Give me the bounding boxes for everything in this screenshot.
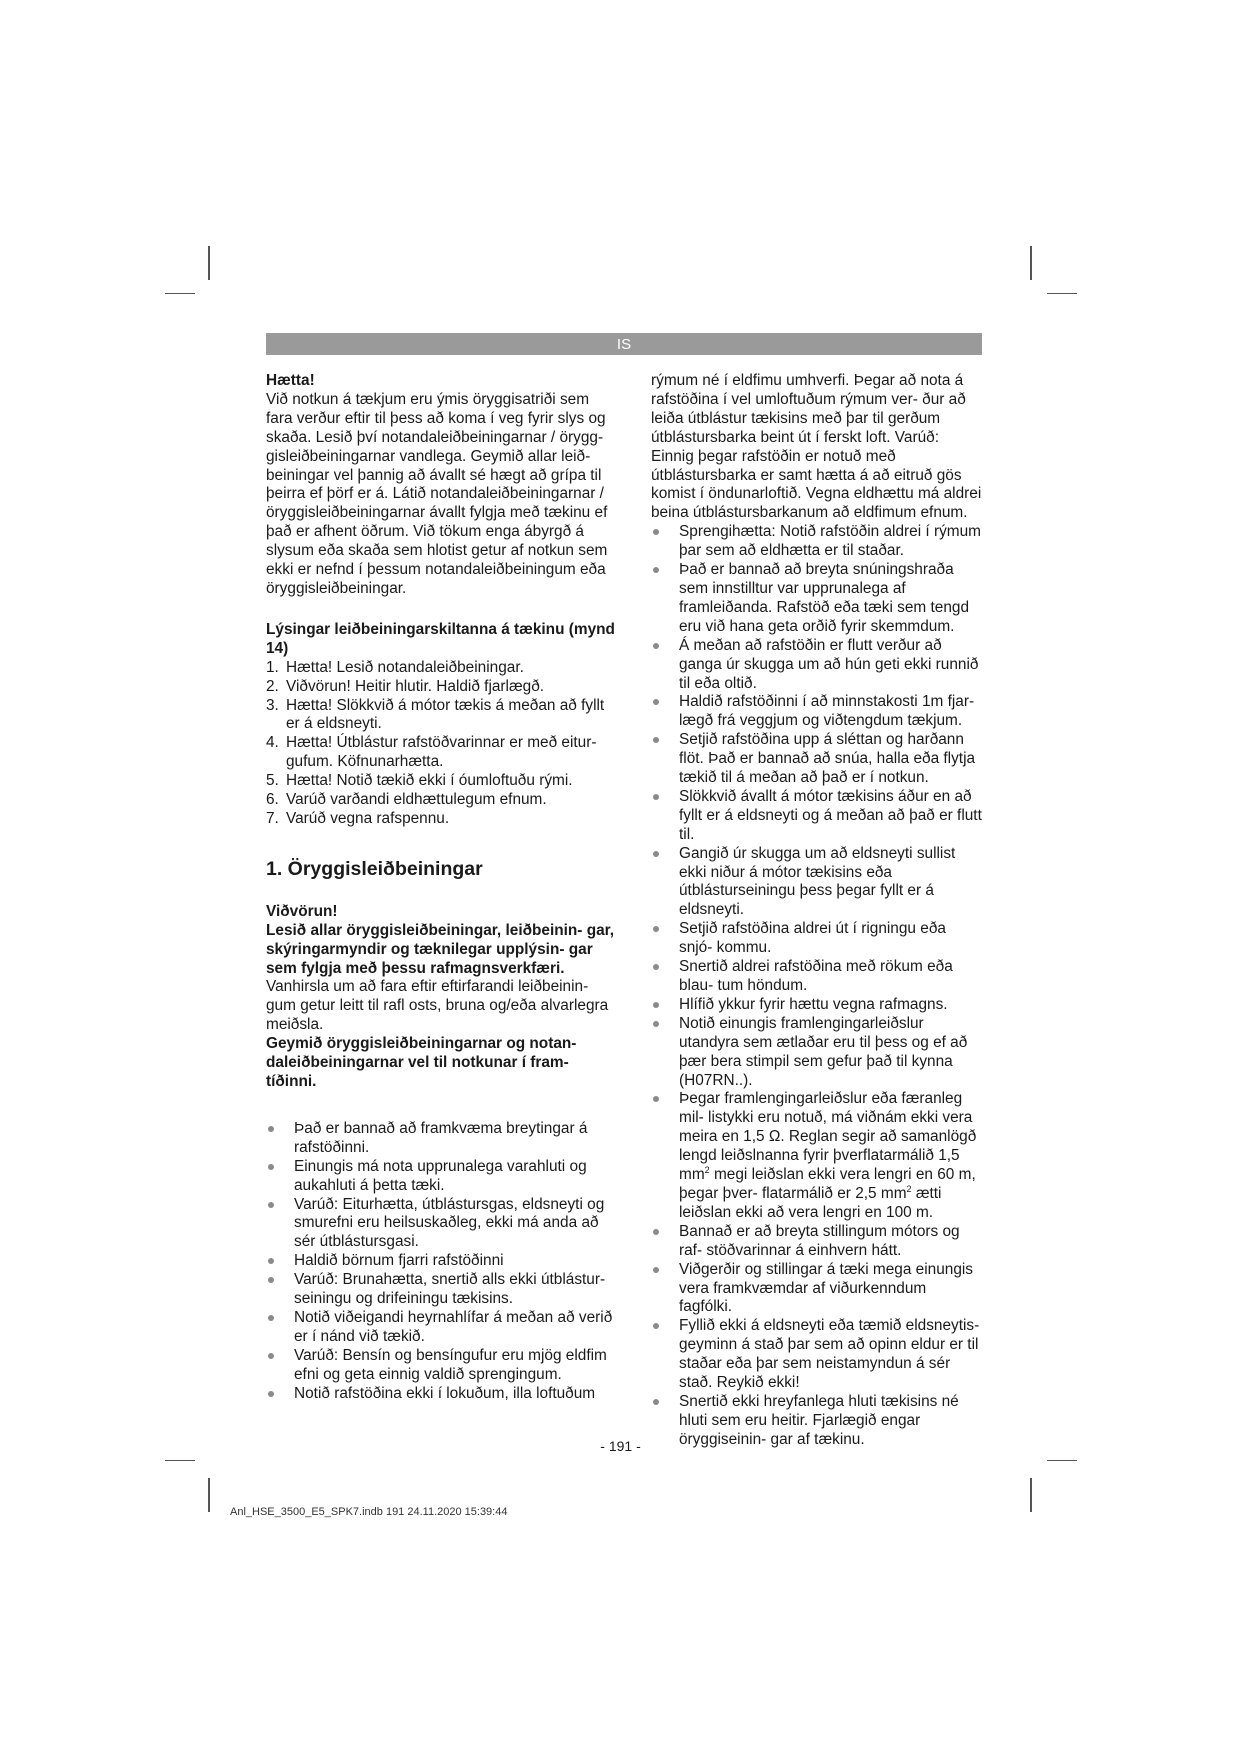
bullet-icon — [653, 1399, 659, 1405]
list-item: Gangið úr skugga um að eldsneyti sullist ekki niður á mótor tækisins eða útblásturseiningu þess þegar fyllt er á eldsneyti. — [651, 845, 983, 921]
bullet-icon — [653, 1021, 659, 1027]
bullet-icon — [653, 1267, 659, 1273]
label-item-2 — [266, 678, 618, 697]
label-text: Hætta! Útblástur rafstöðvarinnar er með eitur- gufum. Köfnunarhætta. — [286, 734, 597, 771]
list-item-cable: Þegar framlengingarleiðslur eða færanleg mil- listykki eru notuð, má viðnám ekki vera meira en 1,5 Ω. Reglan segir að samanlögð lengd leiðslnanna fyrir þverflatarmálið 1,5 $mm^2$ megi leiðslan ekki vera lengri en 60 m, þegar þver- flatarmálið er 2,5 $mm^2$ ætti leiðslan ekki að vera lengri en 100 m. — [651, 1090, 983, 1222]
label-item-6 — [266, 791, 618, 810]
warning-heading: Viðvörun! — [266, 902, 338, 920]
crop-mark-top-left — [208, 246, 210, 280]
label-number: 1. — [266, 658, 279, 676]
crop-mark-bottom-left — [208, 1478, 210, 1512]
label-number: 4. — [266, 734, 279, 752]
labels-list — [266, 659, 618, 829]
bullet-icon — [268, 1391, 274, 1397]
crop-mark-top-right — [1030, 246, 1032, 280]
bullet-icon — [268, 1126, 274, 1132]
list-item: Það er bannað að breyta snúningshraða sem innstilltur var upprunalega af framleiðanda. Rafstöð eða tæki sem tengd eru við hana geta orðið fyrir skemmdum. — [651, 561, 983, 637]
bullet-icon — [268, 1315, 274, 1321]
language-code: IS — [616, 335, 632, 353]
list-item: Notið viðeigandi heyrnahlífar á meðan að verið er í nánd við tækið. — [266, 1309, 618, 1347]
list-item: Varúð: Bensín og bensíngufur eru mjög eldfim efni og geta einnig valdið sprengingum. — [266, 1347, 618, 1385]
page-number: - 191 - — [600, 1438, 641, 1454]
section-title: 1. Öryggisleiðbeiningar — [266, 857, 483, 880]
label-number: 6. — [266, 791, 279, 809]
label-item-7 — [266, 810, 618, 829]
label-item-4 — [266, 734, 618, 772]
bullet-icon — [653, 699, 659, 705]
bullet-icon — [268, 1258, 274, 1264]
label-text: Varúð varðandi eldhættulegum efnum. — [286, 791, 547, 809]
list-item: Viðgerðir og stillingar á tæki mega einungis vera framkvæmdar af viðurkenndum fagfólki. — [651, 1261, 983, 1318]
list-item: Það er bannað að framkvæma breytingar á rafstöðinni. — [266, 1120, 618, 1158]
keep-instructions-text: Geymið öryggisleiðbeiningarnar og notan- daleiðbeiningarnar vel til notkunar í fram- tíðinni. — [266, 1035, 577, 1090]
bullet-icon — [653, 794, 659, 800]
list-item: Notið einungis framlengingarleiðslur utandyra sem ætlaðar eru til þess og ef að þær bera stimpil sem gefur það til kynna (H07RN..). — [651, 1015, 983, 1091]
label-item-3 — [266, 697, 618, 735]
crop-mark-top-left-h — [165, 293, 195, 294]
right-column — [651, 372, 983, 1450]
bullet-icon — [653, 643, 659, 649]
label-item-1 — [266, 659, 618, 678]
bullet-icon — [653, 851, 659, 857]
bullet-icon — [653, 1229, 659, 1235]
bullet-icon — [653, 926, 659, 932]
label-text: Viðvörun! Heitir hlutir. Haldið fjarlægð. — [286, 677, 545, 695]
list-item: Einungis má nota upprunalega varahluti og aukahluti á þetta tæki. — [266, 1158, 618, 1196]
left-bullet-list — [266, 1120, 618, 1404]
bullet-icon — [268, 1277, 274, 1283]
list-item: Haldið rafstöðinni í að minnstakosti 1m fjar- lægð frá veggjum og viðtengdum tækjum. — [651, 693, 983, 731]
bullet-icon — [268, 1164, 274, 1170]
intro-heading: Hætta! — [266, 372, 315, 389]
crop-mark-top-right-h — [1047, 293, 1077, 294]
label-text: Hætta! Slökkvið á mótor tækis á meðan að fyllt er á eldsneyti. — [286, 696, 605, 733]
list-item: Varúð: Eiturhætta, útblástursgas, eldsneyti og smurefni eru heilsuskaðleg, ekki má anda að sér útblástursgasi. — [266, 1196, 618, 1253]
print-file-info: Anl_HSE_3500_E5_SPK7.indb 191 24.11.2020 15:39:44 — [230, 1506, 508, 1518]
bullet-icon — [653, 1096, 659, 1102]
crop-mark-bottom-right — [1030, 1478, 1032, 1512]
list-item: Setjið rafstöðina aldrei út í rigningu eða snjó- kommu. — [651, 920, 983, 958]
list-item: Setjið rafstöðina upp á sléttan og harðann flöt. Það er bannað að snúa, halla eða flytja tækið til á meðan að það er í notkun. — [651, 731, 983, 788]
bullet-icon — [653, 1323, 659, 1329]
right-bullet-list — [651, 523, 983, 1449]
list-item: Á meðan að rafstöðin er flutt verður að ganga úr skugga um að hún geti ekki runnið til eða oltið. — [651, 637, 983, 694]
intro-text: Við notkun á tækjum eru ýmis öryggisatriði sem fara verður eftir til þess að koma í veg fyrir slys og skaða. Lesið því notandaleiðbeiningarnar / örygg- gisleiðbeiningarnar vandlega. Geymið allar leið- beiningar vel þannig að ávallt sé hægt að grípa til þeirra ef þörf er á. Látið notandaleiðbeiningarnar / öryggisleiðbeiningarnar ávallt fylgja með tækinu ef það er afhent öðrum. Við tökum enga ábyrgð á slysum eða skaða sem hlotist getur af notkun sem ekki er nefnd í þessum notandaleiðbeiningum eða öryggisleiðbeiningar. — [266, 390, 608, 597]
label-text: Hætta! Lesið notandaleiðbeiningar. — [286, 658, 524, 676]
left-column — [266, 372, 618, 1404]
continuation-text: rýmum né í eldfimu umhverfi. Þegar að nota á rafstöðina í vel umloftuðum rýmum ver- ður að leiða útblástur tækisins með þar til gerðum útblástursbarka beint út í ferskt loft. Varúð: Einnig þegar rafstöðin er notuð með útblástursbarka er samt hætta á að eitruð gös komist í öndunarloftið. Vegna eldhættu má aldrei beina útblástursbarkanum að eldfimum efnum. — [651, 372, 982, 522]
label-text: Varúð vegna rafspennu. — [286, 809, 450, 827]
list-item: Bannað er að breyta stillingum mótors og raf- stöðvarinnar á einhvern hátt. — [651, 1223, 983, 1261]
bullet-icon — [268, 1202, 274, 1208]
label-number: 2. — [266, 677, 279, 695]
bullet-icon — [653, 567, 659, 573]
label-number: 7. — [266, 809, 279, 827]
warning-bold-text: Lesið allar öryggisleiðbeiningar, leiðbeinin- gar, skýringarmyndir og tæknilegar upplýsin- gar sem fylgja með þessu rafmagnsverkfæri. — [266, 921, 615, 977]
crop-mark-bottom-left-h — [165, 1460, 195, 1461]
list-item: Snertið aldrei rafstöðina með rökum eða blau- tum höndum. — [651, 958, 983, 996]
language-header-bar — [266, 333, 982, 355]
list-item: Notið rafstöðina ekki í lokuðum, illa loftuðum — [266, 1385, 618, 1404]
labels-heading: Lýsingar leiðbeiningarskiltanna á tækinu (mynd 14) — [266, 620, 615, 657]
crop-mark-bottom-right-h — [1047, 1460, 1077, 1461]
label-item-5 — [266, 772, 618, 791]
list-item: Slökkvið ávallt á mótor tækisins áður en að fyllt er á eldsneyti og á meðan að það er flutt til. — [651, 788, 983, 845]
list-item: Haldið börnum fjarri rafstöðinni — [266, 1252, 618, 1271]
list-item: Hlífið ykkur fyrir hættu vegna rafmagns. — [651, 996, 983, 1015]
bullet-icon — [653, 964, 659, 970]
bullet-icon — [653, 737, 659, 743]
bullet-icon — [653, 1002, 659, 1008]
bullet-icon — [268, 1353, 274, 1359]
list-item: Fyllið ekki á eldsneyti eða tæmið eldsneytis- geyminn á stað þar sem að opinn eldur er til staðar eða þar sem neistamyndun á sér stað. Reykið ekki! — [651, 1317, 983, 1393]
list-item: Sprengihætta: Notið rafstöðin aldrei í rýmum þar sem að eldhætta er til staðar. — [651, 523, 983, 561]
bullet-icon — [653, 529, 659, 535]
list-item: Snertið ekki hreyfanlega hluti tækisins né hluti sem eru heitir. Fjarlægið engar öryggiseinin- gar af tækinu. — [651, 1393, 983, 1450]
label-number: 5. — [266, 772, 279, 790]
label-number: 3. — [266, 696, 279, 714]
list-item: Varúð: Brunahætta, snertið alls ekki útblástur- seiningu og drifeiningu tækisins. — [266, 1271, 618, 1309]
warning-text: Vanhirsla um að fara eftir eftirfarandi leiðbeinin- gum getur leitt til rafl osts, bruna og/eða alvarlegra meiðsla. — [266, 978, 609, 1034]
label-text: Hætta! Notið tækið ekki í óumloftuðu rými. — [286, 772, 573, 790]
